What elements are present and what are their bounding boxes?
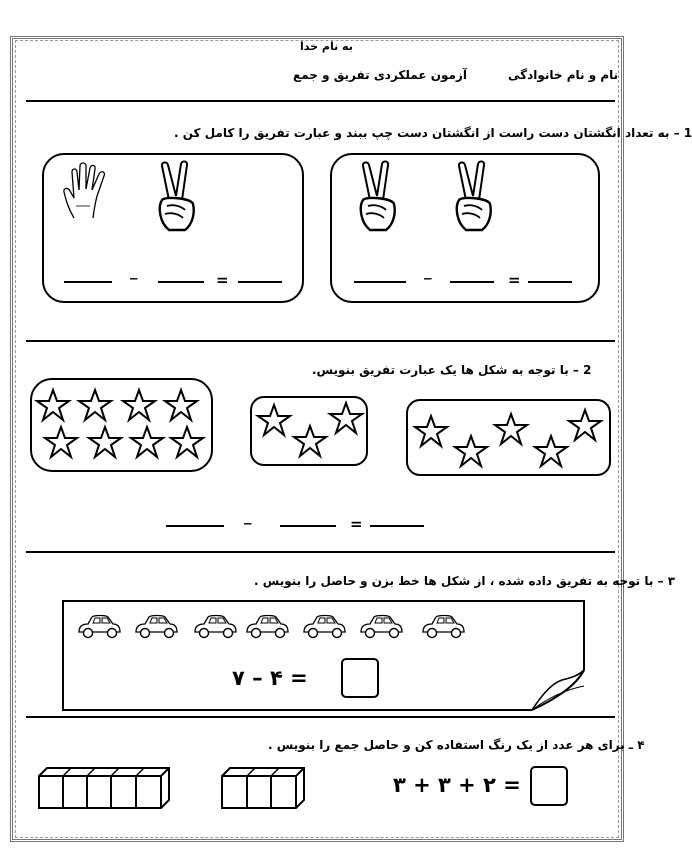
q1-right-blank-2[interactable] — [450, 281, 494, 283]
q3-equation: ۷ – ۴ = — [232, 666, 308, 690]
five-cube-block — [37, 766, 173, 810]
star-icon — [568, 408, 602, 442]
v-sign-hand-icon — [356, 160, 400, 234]
star-icon — [170, 425, 204, 459]
q1-left-minus: _ — [130, 262, 138, 280]
star-icon — [130, 425, 164, 459]
star-icon — [494, 412, 528, 446]
car-icon — [192, 612, 238, 642]
q1-left-equals: = — [216, 271, 229, 289]
header-divider — [26, 100, 615, 102]
bismillah: به نام خدا — [300, 40, 353, 53]
star-icon — [257, 403, 291, 437]
star-icon — [329, 401, 363, 435]
star-icon — [44, 425, 78, 459]
car-icon — [244, 612, 290, 642]
section-divider-2 — [26, 551, 615, 553]
section-divider-1 — [26, 340, 615, 342]
q1-left-answer-blank[interactable] — [238, 281, 282, 283]
car-icon — [133, 612, 179, 642]
q4-answer-box[interactable] — [530, 766, 568, 806]
q1-right-answer-blank[interactable] — [528, 281, 572, 283]
q2-blank-2[interactable] — [280, 525, 336, 527]
star-icon — [122, 388, 156, 422]
q1-right-minus: _ — [424, 262, 432, 280]
q1-right-equals: = — [508, 271, 521, 289]
v-sign-hand-icon — [452, 160, 496, 234]
q2-prompt: 2 – با توجه به شکل ها یک عبارت تفریق بنویس. — [312, 363, 592, 377]
three-cube-block — [220, 766, 308, 810]
star-icon — [78, 388, 112, 422]
open-hand-icon — [60, 160, 112, 220]
q3-answer-box[interactable] — [341, 658, 379, 698]
q1-left-blank-2[interactable] — [158, 281, 204, 283]
q1-prompt: 1 – به تعداد انگشتان دست راست از انگشتان دست چپ ببند و عبارت تفریق را کامل کن . — [174, 126, 692, 140]
car-icon — [420, 612, 466, 642]
star-icon — [454, 434, 488, 468]
q2-minus: _ — [244, 507, 252, 525]
star-icon — [414, 414, 448, 448]
q2-blank-1[interactable] — [166, 525, 224, 527]
q2-equals: = — [350, 515, 363, 533]
car-icon — [358, 612, 404, 642]
q3-prompt: ۳ – با توجه به تفریق داده شده ، از شکل ها خط بزن و حاصل را بنویس . — [254, 574, 676, 588]
star-icon — [36, 388, 70, 422]
exam-title: آزمون عملکردی تفریق و جمع — [293, 68, 467, 82]
q4-prompt: ۴ ـ برای هر عدد از یک رنگ استفاده کن و حاصل جمع را بنویس . — [268, 738, 645, 752]
q1-right-blank-1[interactable] — [354, 281, 406, 283]
v-sign-hand-icon — [155, 160, 199, 234]
section-divider-3 — [26, 716, 615, 718]
star-icon — [293, 424, 327, 458]
q2-answer-blank[interactable] — [370, 525, 424, 527]
q4-equation: ۳ + ۳ + ۲ = — [393, 773, 521, 797]
q1-left-blank-1[interactable] — [64, 281, 112, 283]
name-label: نام و نام خانوادگی — [508, 68, 619, 82]
car-icon — [301, 612, 347, 642]
star-icon — [164, 388, 198, 422]
star-icon — [534, 434, 568, 468]
star-icon — [88, 425, 122, 459]
car-icon — [76, 612, 122, 642]
